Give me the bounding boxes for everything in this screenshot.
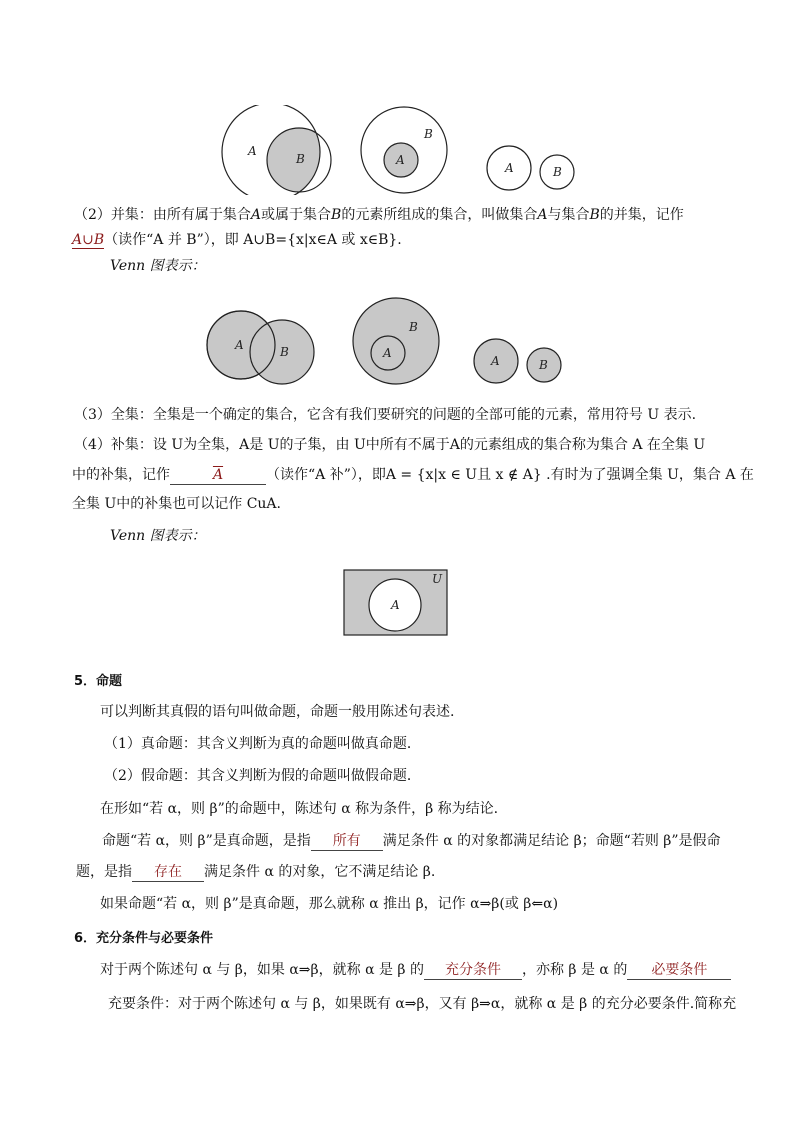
union-text: 的元素所组成的集合，叫做集合 [341, 207, 538, 223]
fill-blank [627, 961, 731, 980]
implication-definition: 如果命题“若 α，则 β”是真命题，那么就称 α 推出 β，记作 α⇒β(或 β⇐α) [100, 896, 559, 912]
fill-answer-necessary: 必要条件 [651, 962, 708, 978]
fill-answer-all: 所有 [332, 833, 361, 849]
true-proposition-explanation-line1 [102, 831, 721, 851]
venn-caption: Venn 图表示： [110, 528, 206, 544]
venn-label-a: A [505, 161, 514, 175]
complement-text: （读作“A 补”），即A = {x|x ∈ U且 x ∉ A} .有时为了强调全集 U，集合 A 在 [266, 467, 754, 483]
venn-label-a: A [396, 153, 405, 167]
condition-text: 对于两个陈述句 α 与 β，如果 α⇒β，就称 α 是 β 的 [100, 962, 424, 978]
venn-label-b: B [553, 165, 562, 179]
section-5-title: 5．命题 [74, 674, 123, 689]
venn-label-b: B [296, 152, 305, 166]
fill-blank [132, 863, 204, 882]
complement-definition-line1: （4）补集：设 U为全集，A是 U的子集，由 U中所有不属于A的元素组成的集合称为集合 A 在全集 U [74, 437, 706, 453]
complement-text: 中的补集，记作 [72, 467, 170, 483]
union-reading: （读作“A 并 B”），即 A∪B={x|x∈A 或 x∈B}. [104, 232, 402, 248]
set-b: B [331, 207, 342, 223]
true-proposition: （1）真命题：其含义判断为真的命题叫做真命题． [104, 736, 421, 752]
set-b: B [589, 207, 600, 223]
complement-definition-line2 [72, 465, 754, 485]
union-text: 或属于集合 [261, 207, 332, 223]
union-notation-answer: A∪B [72, 232, 105, 248]
proposition-text: 满足条件 α 的对象都满足结论 β；命题“若则 β”是假命 [382, 833, 721, 849]
union-text: 与集合 [547, 207, 590, 223]
venn-label-a: A [383, 346, 392, 360]
proposition-definition: 可以判断其真假的语句叫做命题，命题一般用陈述句表述. [100, 704, 455, 720]
proposition-text: 题，是指 [76, 864, 132, 880]
complement-definition-line3: 全集 U中的补集也可以记作 CuA. [72, 496, 281, 512]
venn-label-a: A [491, 354, 500, 368]
venn-label-a: A [248, 144, 257, 158]
set-a: A [537, 207, 548, 223]
venn-label-b: B [539, 358, 548, 372]
necessary-and-sufficient-definition: 充要条件：对于两个陈述句 α 与 β，如果既有 α⇒β，又有 β⇒α，就称 α 是 β 的充分必要条件.简称充 [108, 996, 737, 1012]
condition-text: ，亦称 β 是 α 的 [521, 962, 628, 978]
union-venn-diagrams [200, 295, 570, 390]
fill-answer-sufficient: 充分条件 [444, 962, 501, 978]
complement-notation-blank [170, 466, 266, 485]
union-text: 的并集，记作 [599, 207, 684, 223]
complement-notation-answer: $\overline{A}$ [212, 467, 224, 483]
sufficient-necessary-definition [100, 960, 731, 980]
venn-caption: Venn 图表示： [110, 258, 206, 274]
union-definition-line1 [74, 205, 684, 225]
venn-label-a: A [235, 338, 244, 352]
venn-label-b: B [424, 127, 433, 141]
union-definition-line2 [72, 230, 402, 250]
venn-label-b: B [280, 345, 289, 359]
false-proposition: （2）假命题：其含义判断为假的命题叫做假命题． [104, 768, 421, 784]
universal-set-definition: （3）全集：全集是一个确定的集合，它含有我们要研究的问题的全部可能的元素，常用符号 U 表示. [74, 407, 697, 423]
false-proposition-explanation [76, 862, 435, 882]
proposition-text: 满足条件 α 的对象，它不满足结论 β. [204, 864, 436, 880]
venn-label-b: B [409, 320, 418, 334]
condition-conclusion: 在形如“若 α，则 β”的命题中，陈述句 α 称为条件，β 称为结论. [100, 801, 499, 817]
venn-label-u: U [432, 572, 443, 586]
set-a: A [250, 207, 262, 223]
proposition-text: 命题“若 α，则 β”是真命题，是指 [102, 833, 311, 849]
venn-label-a: A [391, 598, 400, 612]
fill-blank [311, 832, 383, 851]
intersection-venn-diagrams [215, 105, 585, 195]
section-6-title: 6．充分条件与必要条件 [74, 931, 214, 946]
union-text: （2）并集：由所有属于集合 [74, 207, 251, 223]
fill-answer-exists: 存在 [154, 864, 182, 880]
complement-venn-diagram [343, 569, 449, 637]
fill-blank [424, 961, 522, 980]
